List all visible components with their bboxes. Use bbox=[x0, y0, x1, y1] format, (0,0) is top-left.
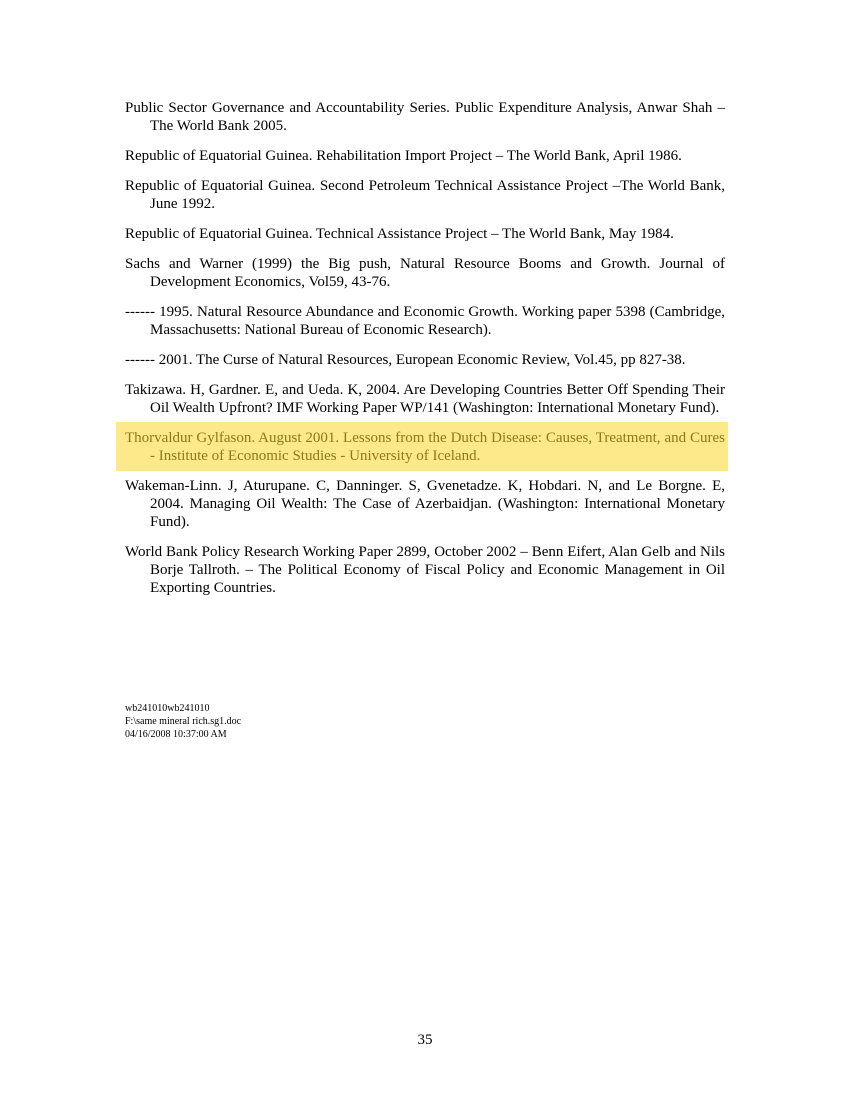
reference-entry: Republic of Equatorial Guinea. Second Petroleum Technical Assistance Project –The World Bank, June 1992. bbox=[125, 178, 725, 212]
highlighted-reference-entry[interactable]: Thorvaldur Gylfason. August 2001. Lessons from the Dutch Disease: Causes, Treatment, and Cures - Institute of Economic Studies - University of Iceland. bbox=[116, 422, 728, 471]
reference-entry: World Bank Policy Research Working Paper 2899, October 2002 – Benn Eifert, Alan Gelb and Nils Borje Tallroth. – The Political Economy of Fiscal Policy and Economic Management in Oil Exporting Countries. bbox=[125, 544, 725, 596]
reference-entry: ------ 2001. The Curse of Natural Resources, European Economic Review, Vol.45, pp 827-38. bbox=[125, 352, 686, 368]
reference-entry: Wakeman-Linn. J, Aturupane. C, Danninger. S, Gvenetadze. K, Hobdari. N, and Le Borgne. E, 2004. Managing Oil Wealth: The Case of Azerbaidjan. (Washington: International Monetary Fund). bbox=[125, 478, 725, 530]
footer-meta-filepath: F:\same mineral rich.sg1.doc bbox=[125, 716, 242, 727]
footer-meta-timestamp: 04/16/2008 10:37:00 AM bbox=[125, 729, 227, 740]
reference-entry: ------ 1995. Natural Resource Abundance and Economic Growth. Working paper 5398 (Cambridge, Massachusetts: National Bureau of Economic Research). bbox=[125, 304, 725, 338]
reference-entry: Public Sector Governance and Accountability Series. Public Expenditure Analysis, Anwar Shah – The World Bank 2005. bbox=[125, 100, 725, 134]
document-footer-meta bbox=[125, 702, 241, 741]
reference-list bbox=[125, 99, 725, 609]
reference-entry: Republic of Equatorial Guinea. Technical Assistance Project – The World Bank, May 1984. bbox=[125, 226, 674, 242]
reference-entry: Takizawa. H, Gardner. E, and Ueda. K, 2004. Are Developing Countries Better Off Spending Their Oil Wealth Upfront? IMF Working Paper WP/141 (Washington: International Monetary Fund). bbox=[125, 382, 725, 416]
page-number: 35 bbox=[417, 1032, 433, 1048]
reference-entry: Republic of Equatorial Guinea. Rehabilitation Import Project – The World Bank, April 1986. bbox=[125, 148, 682, 164]
footer-meta-line: wb241010wb241010 bbox=[125, 703, 210, 714]
reference-entry: Sachs and Warner (1999) the Big push, Natural Resource Booms and Growth. Journal of Development Economics, Vol59, 43-76. bbox=[125, 256, 725, 290]
